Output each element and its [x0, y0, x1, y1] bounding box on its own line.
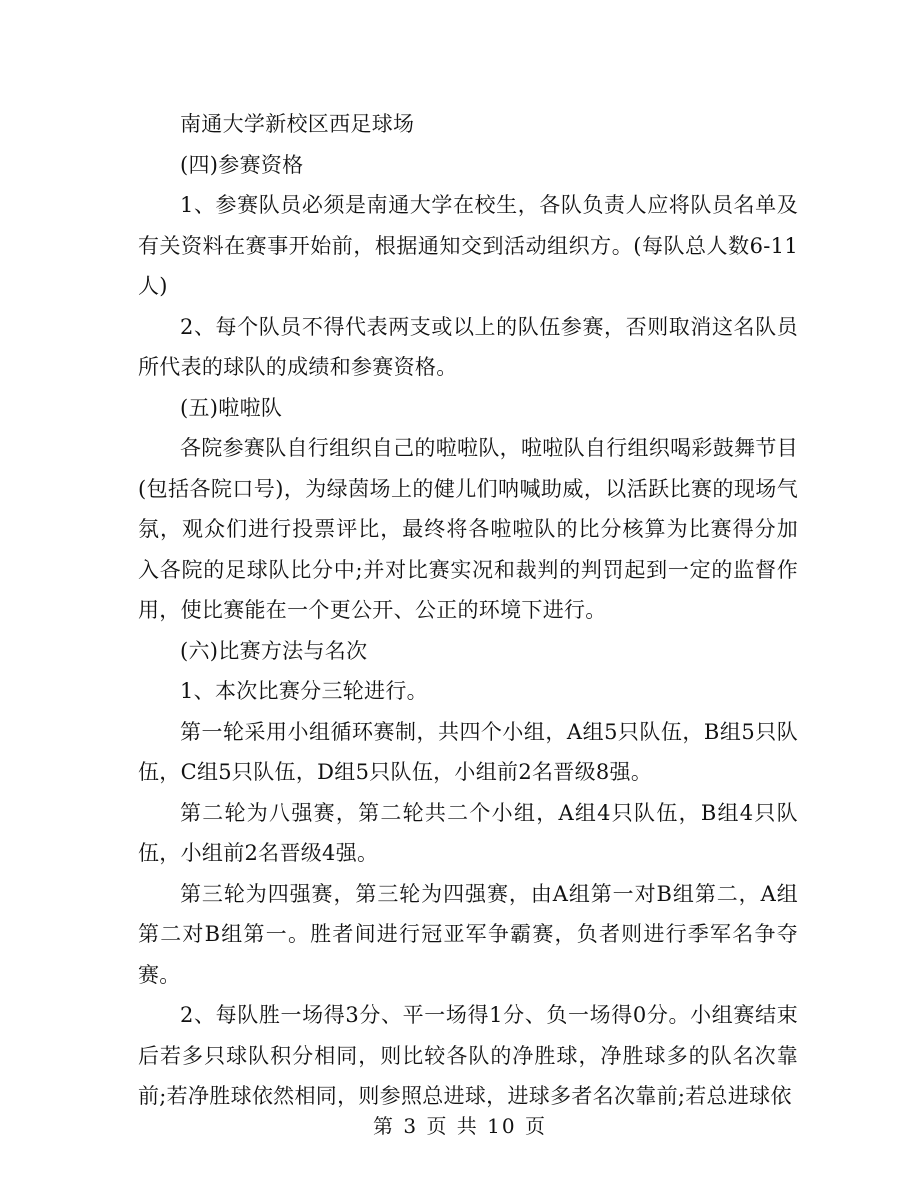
paragraph-scoring: 2、每队胜一场得3分、平一场得1分、负一场得0分。小组赛结束后若多只球队积分相同，则比较各队的净胜球，净胜球多的队名次靠前;若净胜球依然相同，则参照总进球，进球多者名次靠前;若总进球依: [138, 1003, 798, 1108]
paragraph-round-1: 第一轮采用小组循环赛制，共四个小组，A组5只队伍，B组5只队伍，C组5只队伍，D组5只队伍，小组前2名晋级8强。: [138, 719, 798, 784]
paragraph-round-2: 第二轮为八强赛，第二轮共二个小组，A组4只队伍，B组4只队伍，小组前2名晋级4强。: [138, 800, 798, 865]
paragraph-method-1: 1、本次比赛分三轮进行。: [180, 679, 428, 703]
venue-line: 南通大学新校区西足球场: [180, 112, 415, 136]
page-number-footer: 第 3 页 共 10 页: [373, 1114, 547, 1138]
section-heading-cheerleaders: (五)啦啦队: [180, 395, 283, 420]
paragraph-eligibility-1: 1、参赛队员必须是南通大学在校生，各队负责人应将队员名单及有关资料在赛事开始前，根据通知交到活动组织方。(每队总人数6-11人): [138, 193, 798, 298]
paragraph-eligibility-2: 2、每个队员不得代表两支或以上的队伍参赛，否则取消这名队员所代表的球队的成绩和参赛资格。: [138, 314, 798, 379]
paragraph-cheerleaders: 各院参赛队自行组织自己的啦啦队，啦啦队自行组织喝彩鼓舞节目(包括各院口号)，为绿茵场上的健儿们呐喊助威，以活跃比赛的现场气氛，观众们进行投票评比，最终将各啦啦队的比分核算为比赛得分加入各院的足球队比分中;并对比赛实况和裁判的判罚起到一定的监督作用，使比赛能在一个更公开、公正的环境下进行。: [138, 436, 798, 622]
document-body: [138, 104, 798, 1117]
paragraph-round-3: 第三轮为四强赛，第三轮为四强赛，由A组第一对B组第二，A组第二对B组第一。胜者间进行冠亚军争霸赛，负者则进行季军名争夺赛。: [138, 881, 798, 987]
section-heading-eligibility: (四)参赛资格: [180, 152, 304, 177]
section-heading-method: (六)比赛方法与名次: [180, 638, 368, 663]
